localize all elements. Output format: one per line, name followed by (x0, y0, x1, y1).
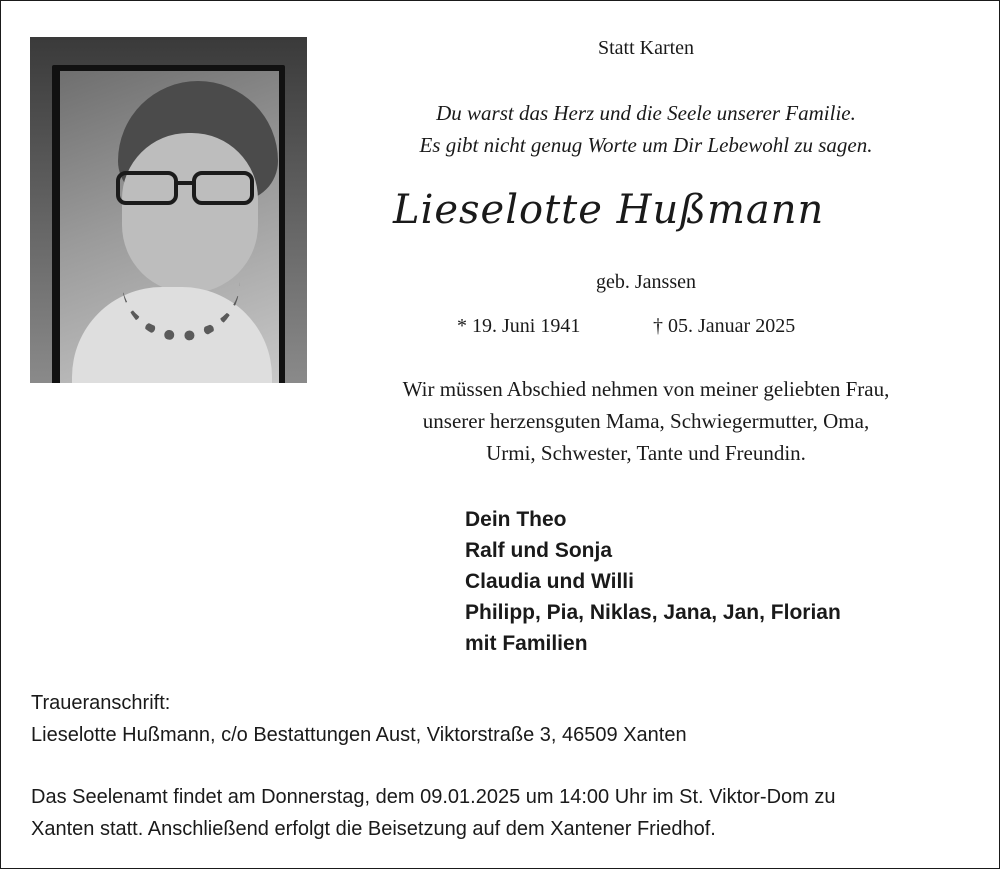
address-label: Traueranschrift: (31, 692, 171, 714)
address-value: Lieselotte Hußmann, c/o Bestattungen Aust, Viktorstraße 3, 46509 Xanten (31, 724, 687, 746)
mourner: Dein Theo (465, 508, 567, 531)
mourner: Ralf und Sonja (465, 539, 612, 562)
quote (356, 97, 936, 161)
mourner: Philipp, Pia, Niklas, Jana, Jan, Florian (465, 601, 841, 624)
statt-karten-heading: Statt Karten (597, 37, 695, 59)
mourners-list (465, 504, 841, 659)
farewell-line-2: unserer herzensguten Mama, Schwiegermutter, Oma, (422, 409, 870, 433)
farewell-line-3: Urmi, Schwester, Tante und Freundin. (486, 441, 806, 465)
mourner: mit Familien (465, 632, 588, 655)
mourner: Claudia und Willi (465, 570, 634, 593)
quote-line-1: Du warst das Herz und die Seele unserer Familie. (436, 101, 856, 125)
portrait-glasses (116, 171, 256, 205)
service-line-1: Das Seelenamt findet am Donnerstag, dem 09.01.2025 um 14:00 Uhr im St. Viktor-Dom zu (31, 786, 836, 808)
portrait-face (122, 133, 258, 293)
portrait-photo (30, 37, 307, 383)
death-date: † 05. Januar 2025 (653, 315, 796, 337)
quote-line-2: Es gibt nicht genug Worte um Dir Lebewohl zu sagen. (419, 133, 873, 157)
deceased-name-signature: Lieselotte Hußmann (393, 187, 825, 233)
service-line-2: Xanten statt. Anschließend erfolgt die Beisetzung auf dem Xantener Friedhof. (31, 818, 716, 840)
farewell-message (341, 373, 951, 469)
farewell-line-1: Wir müssen Abschied nehmen von meiner geliebten Frau, (402, 377, 890, 401)
mourning-address (31, 687, 687, 751)
birth-name: geb. Janssen (596, 271, 696, 293)
birth-date: * 19. Juni 1941 (457, 315, 581, 337)
service-info (31, 781, 835, 845)
